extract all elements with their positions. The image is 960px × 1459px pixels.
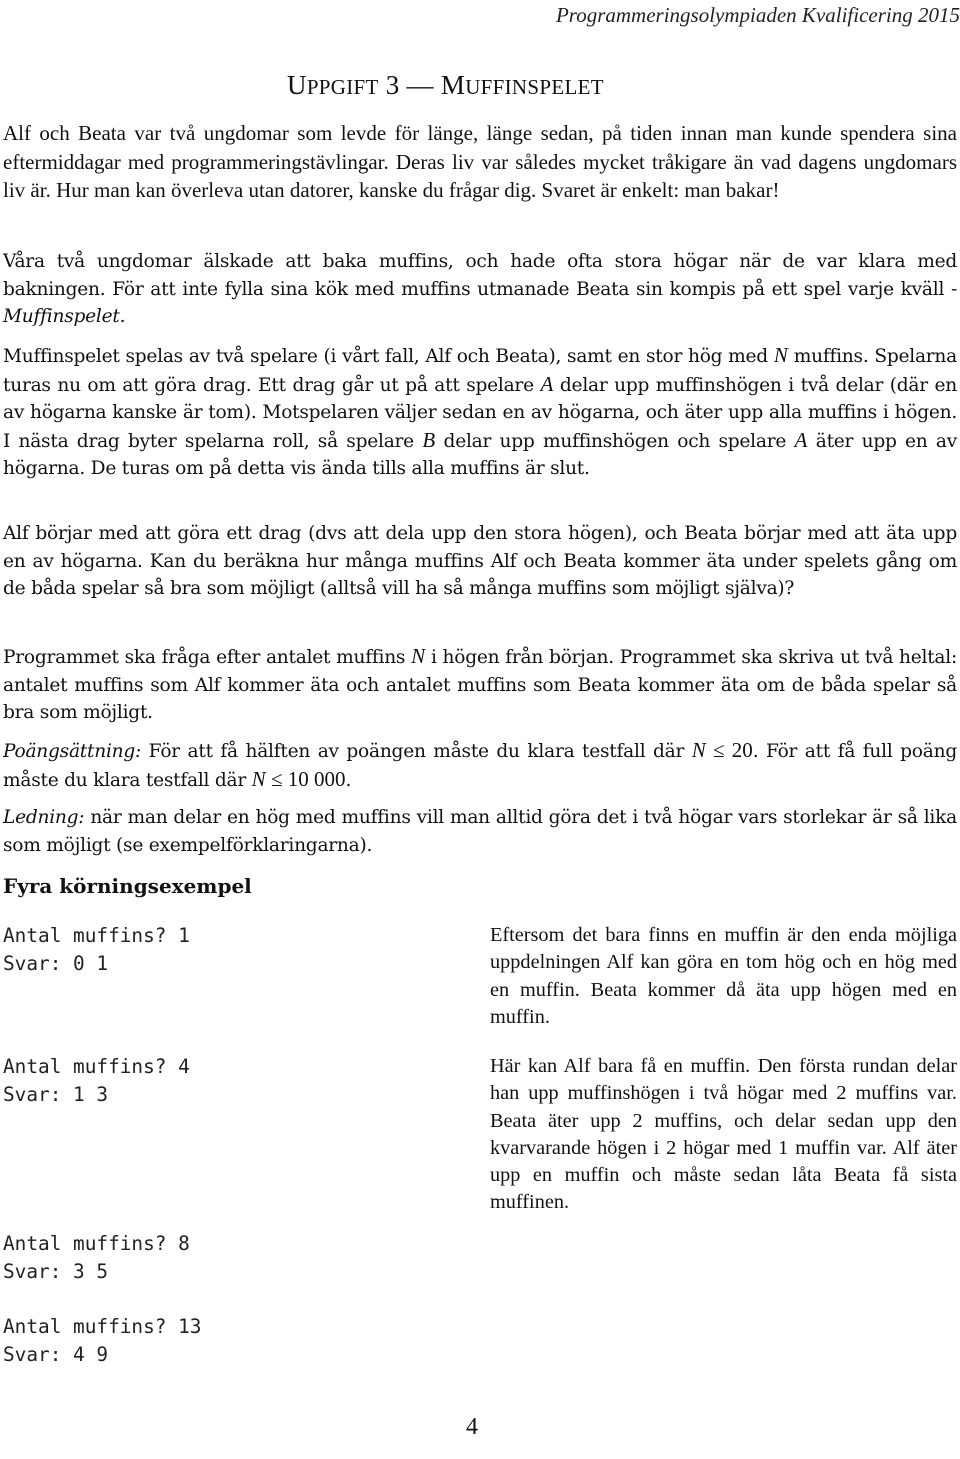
program-text-1: Programmet ska fråga efter antalet muffins xyxy=(3,647,412,668)
program-text-2: i högen från början. Programmet ska skriva ut två heltal: antalet muffins som Alf kommer äta och antalet muffins som Beata kommer äta om de båda spelar så bra som möjligt. xyxy=(3,647,957,723)
hint-text: när man delar en hög med muffins vill man alltid göra det i två högar vars storlekar är så lika som möjligt (se exempelförklaringarna). xyxy=(3,807,957,856)
rules-text-1: Muffinspelet spelas av två spelare (i vårt fall, Alf och Beata), samt en stor hög med xyxy=(3,346,774,367)
math-a: A xyxy=(794,427,808,452)
scoring-text-3: . xyxy=(345,769,352,791)
example-2-explanation: Här kan Alf bara få en muffin. Den första rundan delar han upp muffinshögen i två högar med 2 muffins var. Beata äter upp 2 muffins, och delar sedan upp den kvarvarande högen i 2 högar med 1 muffin var. Alf äter upp en muffin och måste sedan låta Beata få sista muffinen. xyxy=(490,1055,957,1214)
running-header: Programmeringsolympiaden Kvalificering 2015 xyxy=(555,3,960,27)
scoring-text-2: . För att få full poäng måste du klara testfall där xyxy=(3,741,957,791)
paragraph-baking xyxy=(3,248,957,331)
math-n: N xyxy=(773,343,788,367)
math-n: N xyxy=(411,644,426,668)
examples-heading: Fyra körningsexempel xyxy=(3,874,252,898)
math-n: N xyxy=(691,738,706,762)
example-2-answer: Svar: 1 3 xyxy=(3,1083,109,1106)
rules-text-5: äter upp en av högarna. De turas om på detta vis ända tills alla muffins är slut. xyxy=(3,430,957,479)
example-3-answer: Svar: 3 5 xyxy=(3,1260,109,1283)
page-number: 4 xyxy=(466,1414,478,1440)
math-b: B xyxy=(422,427,436,452)
example-1-explanation: Eftersom det bara finns en muffin är den enda möjliga uppdelningen Alf kan göra en tom hög och en hög med en muffin. Beata kommer då äta upp högen med en muffin. xyxy=(490,924,957,1028)
scoring-label: Poängsättning: xyxy=(3,741,142,762)
paragraph-question xyxy=(3,520,957,603)
math-bound-20: ≤ 20 xyxy=(705,738,753,762)
example-1-prompt: Antal muffins? 1 xyxy=(3,924,190,947)
title-initial-m: M xyxy=(440,70,466,100)
paragraph-scoring xyxy=(3,737,957,794)
rules-text-2: muffins. Spelarna turas nu om att göra drag. Ett drag går ut på att spelare xyxy=(3,346,957,396)
title-number: 3 — xyxy=(378,70,441,100)
rules-text-3: delar upp muffinshögen i två delar (där en av högarna kanske är tom). Motspelaren väljer sedan en av högarna, och äter upp alla muffins i högen. I nästa drag byter spelarna roll, så spelare xyxy=(3,374,957,452)
scoring-text-1: För att få hälften av poängen måste du klara testfall där xyxy=(141,741,692,762)
hint-label: Ledning: xyxy=(3,807,85,828)
math-n: N xyxy=(251,766,266,791)
example-4-answer: Svar: 4 9 xyxy=(3,1343,109,1366)
task-title xyxy=(287,68,604,104)
paragraph-baking-text: Våra två ungdomar älskade att baka muffins, och hade ofta stora högar när de var klara med bakningen. För att inte fylla sina kök med muffins utmanade Beata sin kompis på ett spel varje kväll - xyxy=(3,251,957,300)
game-name: Muffinspelet. xyxy=(3,306,126,327)
paragraph-hint xyxy=(3,804,957,859)
intro-text: Alf och Beata var två ungdomar som levde för länge, länge sedan, på tiden innan man kunde spendera sina eftermiddagar med programmeringstävlingar. Deras liv var således mycket tråkigare än vad dagens ungdomars liv är. Hur man kan överleva utan datorer, kanske du frågar dig. Svaret är enkelt: man bakar! xyxy=(3,121,957,202)
intro-paragraph xyxy=(3,120,957,206)
rules-text-4: delar upp muffinshögen och spelare xyxy=(435,430,795,452)
example-1-answer: Svar: 0 1 xyxy=(3,952,109,975)
paragraph-program xyxy=(3,643,957,727)
title-initial-u: U xyxy=(287,70,307,100)
example-3-prompt: Antal muffins? 8 xyxy=(3,1232,190,1255)
math-bound-10000: ≤ 10 000 xyxy=(265,766,346,791)
example-2-prompt: Antal muffins? 4 xyxy=(3,1055,190,1078)
title-smallcaps-uffinspelet: UFFINSPELET xyxy=(465,75,604,99)
question-text: Alf börjar med att göra ett drag (dvs att dela upp den stora högen), och Beata börjar med att äta upp en av högarna. Kan du beräkna hur många muffins Alf och Beata kommer äta under spelets gång om de båda spelar så bra som möjligt (alltså vill ha så många muffins som möjligt själva)? xyxy=(3,523,957,599)
title-smallcaps-ppgift: PPGIFT xyxy=(306,75,379,99)
example-4-prompt: Antal muffins? 13 xyxy=(3,1315,202,1338)
math-a: A xyxy=(540,371,554,396)
paragraph-rules xyxy=(3,342,957,483)
